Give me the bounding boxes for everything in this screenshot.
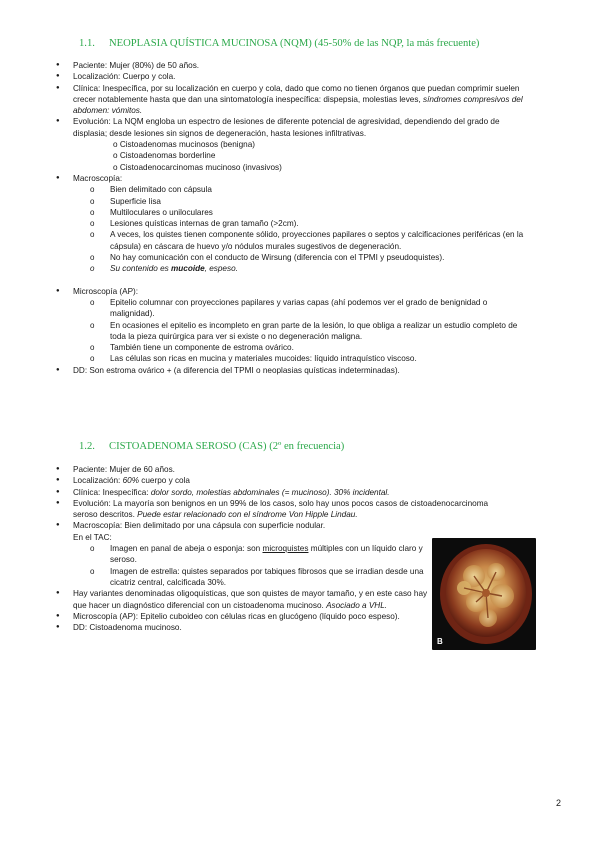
text-run: Puede estar relacionado con el síndrome Von Hipple Lindau. bbox=[137, 510, 358, 520]
figure-label: B bbox=[437, 637, 443, 646]
list-item: ● Microscopía (AP): Epitelio cuboideo con células ricas en glucógeno (líquido poco espeso). bbox=[0, 611, 428, 622]
sub-list bbox=[0, 297, 530, 365]
text-run: Microscopía (AP): bbox=[73, 286, 139, 296]
text-run: Su contenido es bbox=[110, 264, 171, 274]
sub-item: o Superficie lisa bbox=[73, 196, 530, 207]
text-run: Hay variantes denominadas oligoquísticas, que son quistes de mayor tamaño, y en este caso hay que hacer un diagnóstico diferencial con un cistoadenoma mucinoso. bbox=[73, 589, 428, 610]
page-number: 2 bbox=[556, 798, 562, 808]
section-1-list bbox=[0, 60, 530, 376]
text-run: dolor sordo, molestias abdominales (= mucinoso). 30% incidental. bbox=[150, 487, 390, 497]
sub-item: o Cistoadenomas mucinosos (benigna) bbox=[113, 140, 255, 150]
sub-item: o No hay comunicación con el conducto de Wirsung (diferencia con el TPMI y pseudoquistes). bbox=[73, 252, 530, 263]
sub-list bbox=[73, 139, 530, 173]
list-item bbox=[0, 498, 493, 521]
sub-item: o Multiloculares o uniloculares bbox=[73, 207, 530, 218]
sub-item: o Cistoadenocarcinomas mucinoso (invasivos) bbox=[113, 162, 282, 172]
section-2-list bbox=[0, 464, 489, 633]
tac-label: En el TAC: bbox=[73, 532, 112, 542]
sub-item: o Imagen de estrella: quistes separados por tabiques fibrosos que se irradian desde una cicatriz central, calcificada 30%. bbox=[73, 566, 428, 589]
section-heading-2 bbox=[79, 441, 344, 452]
list-item: ● DD: Cistoadenoma mucinoso. bbox=[0, 622, 428, 633]
sub-item: o En ocasiones el epitelio es incompleto en gran parte de la lesión, lo que obliga a realizar un estudio completo de toda la pieza quirúrgica para ver si existe o no degeneración maligna. bbox=[73, 320, 530, 343]
specimen-image bbox=[432, 538, 536, 650]
section-title: NEOPLASIA QUÍSTICA MUCINOSA (NQM) (45-50% de las NQP, la más frecuente) bbox=[109, 38, 480, 49]
list-item: ● Paciente: Mujer de 60 años. bbox=[0, 464, 428, 475]
cystadenoma-photo bbox=[432, 538, 536, 650]
text-run: Localización: bbox=[73, 476, 123, 486]
text-run: Macroscopía: bbox=[73, 173, 123, 183]
sub-item: o También tiene un componente de estroma ovárico. bbox=[73, 342, 530, 353]
text-run: síndromes compresivos del abdomen: vómitos. bbox=[73, 94, 523, 116]
section-title: CISTOADENOMA SEROSO (CAS) (2º en frecuencia) bbox=[109, 441, 345, 452]
list-item: ● Paciente: Mujer (80%) de 50 años. bbox=[0, 60, 530, 71]
sub-list bbox=[0, 184, 530, 274]
sub-item: o Cistoadenomas borderline bbox=[113, 151, 216, 161]
text-run: , espeso. bbox=[204, 264, 238, 274]
sub-item bbox=[73, 263, 530, 274]
list-item: ● Localización: Cuerpo y cola. bbox=[0, 71, 530, 82]
sub-item bbox=[73, 543, 428, 566]
sub-item: o Epitelio columnar con proyecciones papilares y varias capas (ahí podemos ver el grado de benignidad o malignidad). bbox=[73, 297, 530, 320]
text-run: Evolución: La NQM engloba un espectro de lesiones de diferente potencial de agresividad, dependiendo del grado de displasia; desde lesiones sin signos de degeneración, hasta lesiones infiltrativas. bbox=[73, 117, 500, 138]
text-run: microquistes bbox=[262, 544, 309, 554]
list-item bbox=[0, 487, 428, 498]
list-item bbox=[0, 173, 530, 286]
sub-item: o Las células son ricas en mucina y materiales mucoides: líquido intraquístico viscoso. bbox=[73, 353, 530, 364]
text-run: mucoide bbox=[171, 264, 205, 274]
list-item bbox=[0, 588, 428, 611]
text-run: Clínica: Inespecífica, por su localización en cuerpo y cola, dado que como no tienen órganos que puedan comprimir suelen crecer notablemente hasta que dan una sintomatología inespecífica: dispepsia, molestias leves, bbox=[73, 83, 520, 104]
text-run: cuerpo y cola bbox=[139, 476, 190, 486]
sub-item: o Lesiones quísticas internas de gran tamaño (>2cm). bbox=[73, 218, 530, 229]
sub-list bbox=[0, 543, 428, 588]
text-run: Asociado a VHL. bbox=[326, 600, 388, 610]
list-item bbox=[0, 286, 530, 365]
text-run: Imagen en panal de abeja o esponja: son bbox=[110, 544, 263, 554]
list-item bbox=[0, 475, 428, 486]
text-run: 60% bbox=[122, 476, 139, 486]
list-item: ● DD: Son estroma ovárico + (a diferencia del TPMI o neoplasias quísticas indeterminadas). bbox=[0, 365, 530, 376]
sub-item: o Bien delimitado con cápsula bbox=[73, 184, 530, 195]
sub-item: o A veces, los quistes tienen componente sólido, proyecciones papilares o septos y calcificaciones periféricas (en la cápsula) en cáscara de huevo y/o nódulos murales sugestivos de degeneración. bbox=[73, 229, 530, 252]
text-run: Clínica: Inespecífica: bbox=[73, 487, 151, 497]
list-item bbox=[0, 83, 530, 117]
section-heading-1 bbox=[79, 38, 479, 49]
section-number: 1.1. bbox=[79, 38, 95, 49]
list-item bbox=[0, 116, 530, 172]
text-run: múltiples con un líquido claro y seroso. bbox=[110, 544, 423, 565]
list-item bbox=[0, 520, 428, 588]
text-run: Macroscopía: Bien delimitado por una cápsula con superficie nodular. bbox=[73, 521, 326, 531]
text-run: Evolución: La mayoría son benignos en un 99% de los casos, solo hay unos pocos casos de cistoadenocarcinoma seroso descritos. bbox=[73, 498, 489, 520]
section-number: 1.2. bbox=[79, 441, 95, 452]
